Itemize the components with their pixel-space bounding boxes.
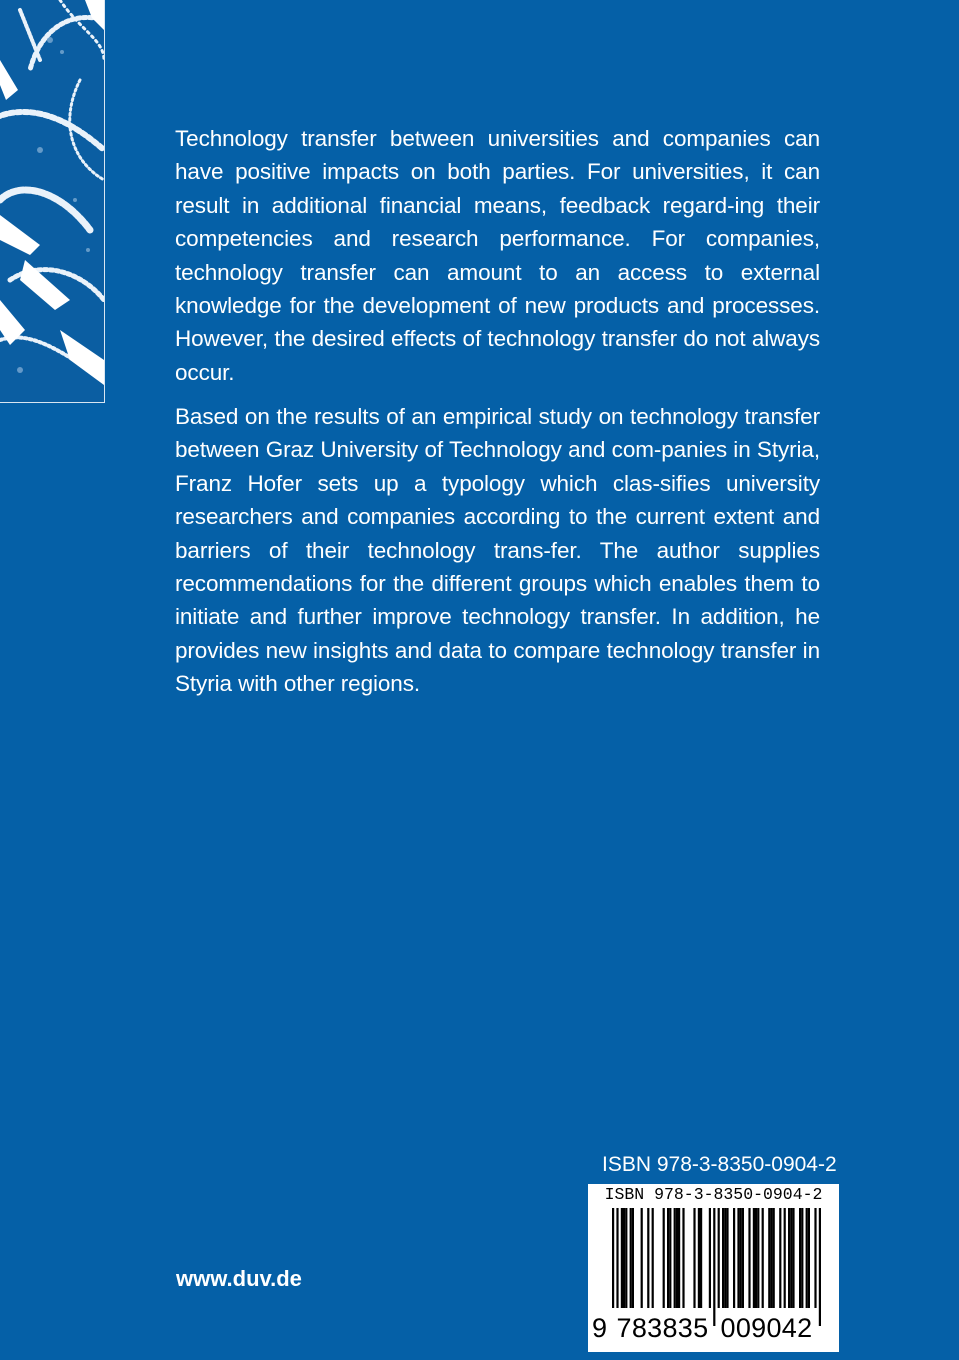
publisher-website: www.duv.de [176, 1266, 302, 1291]
barcode-bar [698, 1208, 700, 1310]
barcode-bar [709, 1208, 711, 1310]
barcode-bar [740, 1208, 742, 1310]
barcode-digits [588, 1308, 839, 1352]
barcode-bar [784, 1208, 786, 1310]
barcode-bar [737, 1208, 739, 1310]
barcode-bar [652, 1208, 654, 1310]
barcode-bar [755, 1208, 757, 1310]
barcode-bar [799, 1208, 801, 1310]
barcode-bar [693, 1208, 695, 1310]
barcode-isbn-text: ISBN 978-3-8350-0904-2 [604, 1185, 823, 1204]
barcode-bar [742, 1208, 744, 1310]
barcode-bar [733, 1208, 735, 1310]
barcode-bar [801, 1208, 803, 1310]
barcode-bar [678, 1208, 680, 1310]
barcode-bar [768, 1208, 770, 1310]
barcode-bar [682, 1208, 684, 1310]
barcode-bar [641, 1208, 643, 1310]
barcode-bar [724, 1208, 726, 1310]
barcode-first-digit: 9 [592, 1313, 608, 1343]
barcode-bar [669, 1208, 671, 1310]
barcode-bar [779, 1208, 781, 1310]
barcode-bar [762, 1208, 764, 1310]
barcode-right-digits: 009042 [716, 1308, 817, 1348]
barcode-bar [647, 1208, 649, 1310]
barcode-bar [773, 1208, 775, 1310]
barcode-bar [806, 1208, 808, 1310]
barcode-left-digits: 783835 [612, 1308, 713, 1348]
barcode-bar [770, 1208, 772, 1310]
barcode-bar [808, 1208, 810, 1310]
barcode-bar [790, 1208, 792, 1310]
barcode-bar [632, 1208, 634, 1310]
barcode-bar [792, 1208, 794, 1310]
barcode-bar [676, 1208, 678, 1310]
barcode-bar [674, 1208, 676, 1310]
corner-halftone-image [0, 0, 105, 403]
isbn-label: ISBN 978-3-8350-0904-2 [602, 1153, 837, 1176]
barcode-bar [667, 1208, 669, 1310]
barcode-bar [623, 1208, 625, 1310]
barcode-bar [625, 1208, 627, 1310]
barcode-bar [788, 1208, 790, 1310]
barcode-bar [726, 1208, 728, 1310]
barcode-bar [700, 1208, 702, 1310]
barcode-bar [753, 1208, 755, 1310]
blurb-paragraph-2: Based on the results of an empirical study on technology transfer between Graz University of Technology and com-panies in Styria, Franz Hofer sets up a typology which clas-sifies university researchers and companies according to the current extent and barriers of their technology trans-fer. The author supplies recommendations for the different groups which enables them to initiate and further improve technology transfer. In addition, he provides new insights and data to compare technology transfer in Styria with other regions. [175, 404, 820, 697]
barcode-bar [722, 1208, 724, 1310]
barcode-bar [663, 1208, 665, 1310]
barcode-bar [748, 1208, 750, 1310]
barcode [588, 1184, 839, 1352]
barcode-bar [757, 1208, 759, 1310]
barcode-bar [621, 1208, 623, 1310]
blurb-paragraph-1: Technology transfer between universities and companies can have positive impacts on both parties. For universities, it can result in additional financial means, feedback regard-ing their competencies and research performance. For companies, technology transfer can amount to an access to external knowledge for the development of new products and processes. However, the desired effects of technology transfer do not always occur. [175, 126, 820, 385]
barcode-bar [630, 1208, 632, 1310]
